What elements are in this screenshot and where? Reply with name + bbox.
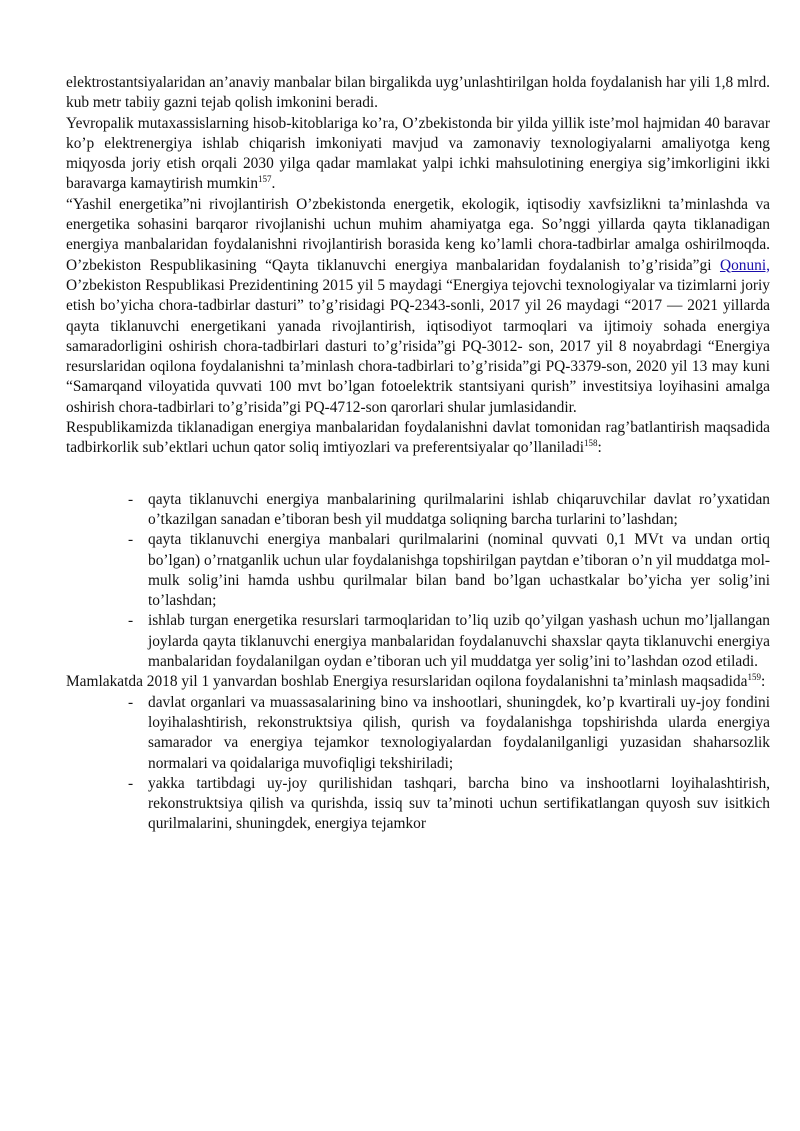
punctuation: .	[271, 175, 276, 193]
measures-list	[66, 693, 770, 835]
incentives-list	[66, 490, 770, 673]
paragraph-green-energy	[66, 195, 770, 418]
list-item: - qayta tiklanuvchi energiya manbalarining qurilmalarini ishlab chiqaruvchilar davlat ro’yxatidan o’tkazilgan sanadan e’tiboran besh yil muddatga soliqning barcha turlarini to’lashdan;	[66, 490, 770, 531]
paragraph-european-estimates	[66, 114, 770, 195]
paragraph-text: Mamlakatda 2018 yil 1 yanvardan boshlab Energiya resurslaridan oqilona foydalanishni ta’minlash maqsadida	[66, 673, 748, 691]
paragraph-text: Yevropalik mutaxassislarning hisob-kitoblariga ko’ra, O’zbekistonda bir yilda yillik iste’mol hajmidan 40 baravar ko’p elektrenergiya ishlab chiqarish imkoniyati mavjud va zamonaviy texnologiyalarni amaliyotga keng miqyosda joriy etish orqali 2030 yilga qadar mamlakat yalpi ichki mahsulotining energiya sig’imkorligini ikki baravarga kamaytirish mumkin	[66, 114, 770, 193]
punctuation: :	[597, 439, 602, 457]
punctuation: :	[760, 673, 766, 691]
spacer	[66, 459, 770, 490]
list-item: - davlat organlari va muassasalarining bino va inshootlari, shuningdek, ko’p kvartirali uy-joy fondini loyihalashtirish, rekonstruktsiya qilish, qurish va foydalanishga topshirishda ularda energiya samarador va energiya tejamkor texnologiyalardan foydalanilganligi yuzasidan shaharsozlik normalari va qoidalariga muvofiqligi tekshiriladi;	[66, 693, 770, 774]
paragraph-text: Respublikamizda tiklanadigan energiya manbalaridan foydalanishni davlat tomonidan rag’batlantirish maqsadida tadbirkorlik sub’ektlari uchun qator soliq imtiyozlari va preferentsiyalar qo’llaniladi	[66, 419, 770, 457]
paragraph-text: “Yashil energetika”ni rivojlantirish O’zbekistonda energetik, ekologik, iqtisodiy xavfsizlikni ta’minlashda va energetika sohasini barqaror rivojlanishi uchun muhim ahamiyatga ega. So’nggi yillarda qayta tiklanadigan energiya manbalaridan foydalanishni rivojlantirish borasida keng ko’lamli chora-tadbirlar amalga oshirilmoqda. O’zbekiston Respublikasining “Qayta tiklanuvchi energiya manbalaridan foydalanish to’g’risida”gi	[66, 195, 770, 274]
paragraph-2018-measures	[66, 672, 770, 692]
list-item: - ishlab turgan energetika resurslari tarmoqlaridan to’liq uzib qo’yilgan yashash uchun mo’ljallangan joylarda qayta tiklanuvchi energiya manbalaridan foydalanuvchi shaxslar qayta tiklanuvchi energiya manbalaridan foydalanilgan oydan e’tiboran uch yil muddatga yer solig’ini to’lashdan ozod etiladi.	[66, 611, 770, 672]
list-item: - yakka tartibdagi uy-joy qurilishidan tashqari, barcha bino va inshootlarni loyihalashtirish, rekonstruktsiya qilish va qurishda, issiq suv ta’minoti uchun sertifikatlangan quyosh suv isitkich qurilmalarini, shuningdek, energiya tejamkor	[66, 774, 770, 835]
list-item: - qayta tiklanuvchi energiya manbalari qurilmalarini (nominal quvvati 0,1 MVt va undan ortiq bo’lgan) o’rnatganlik uchun ular foydalanishga topshirilgan paytdan e’tiboran o’n yil muddatga mol-mulk solig’ini hamda ushbu qurilmalar bilan band bo’lgan uchastkalar bo’yicha yer solig’ini to’lashdan;	[66, 530, 770, 611]
footnote-ref-159[interactable]: 159	[747, 672, 761, 683]
paragraph-tax-incentives	[66, 418, 770, 459]
footnote-ref-157[interactable]: 157	[258, 174, 272, 185]
paragraph-text: O’zbekiston Respublikasi Prezidentining 2015 yil 5 maydagi “Energiya tejovchi texnologiyalar va tizimlarni joriy etish bo’yicha chora-tadbirlar dasturi” to’g’risidagi PQ-2343-sonli, 2017 yil 26 maydagi “2017 — 2021 yillarda qayta tiklanuvchi energetikani yanada rivojlantirish, iqtisodiyot tarmoqlari va ijtimoiy sohada energiya samaradorligini oshirish chora-tadbirlari dasturi to’g’risida”gi PQ-3012- son, 2017 yil 8 noyabrdagi “Energiya resurslaridan oqilona foydalanishni ta’minlash chora-tadbirlari to’g’risida”gi PQ-3379-son, 2020 yil 13 may kuni “Samarqand viloyatida quvvati 100 mvt bo’lgan fotoelektrik stantsiyani qurish” investitsiya loyihasini amalga oshirish chora-tadbirlari to’g’risida”gi PQ-4712-son qarorlari shular jumlasidandir.	[66, 276, 770, 416]
law-link[interactable]: Qonuni,	[719, 256, 770, 274]
document-page	[66, 73, 770, 835]
footnote-ref-158[interactable]: 158	[584, 438, 598, 449]
paragraph-gas-savings: elektrostantsiyalaridan an’anaviy manbalar bilan birgalikda uyg’unlashtirilgan holda foydalanish har yili 1,8 mlrd. kub metr tabiiy gazni tejab qolish imkonini beradi.	[66, 74, 770, 112]
